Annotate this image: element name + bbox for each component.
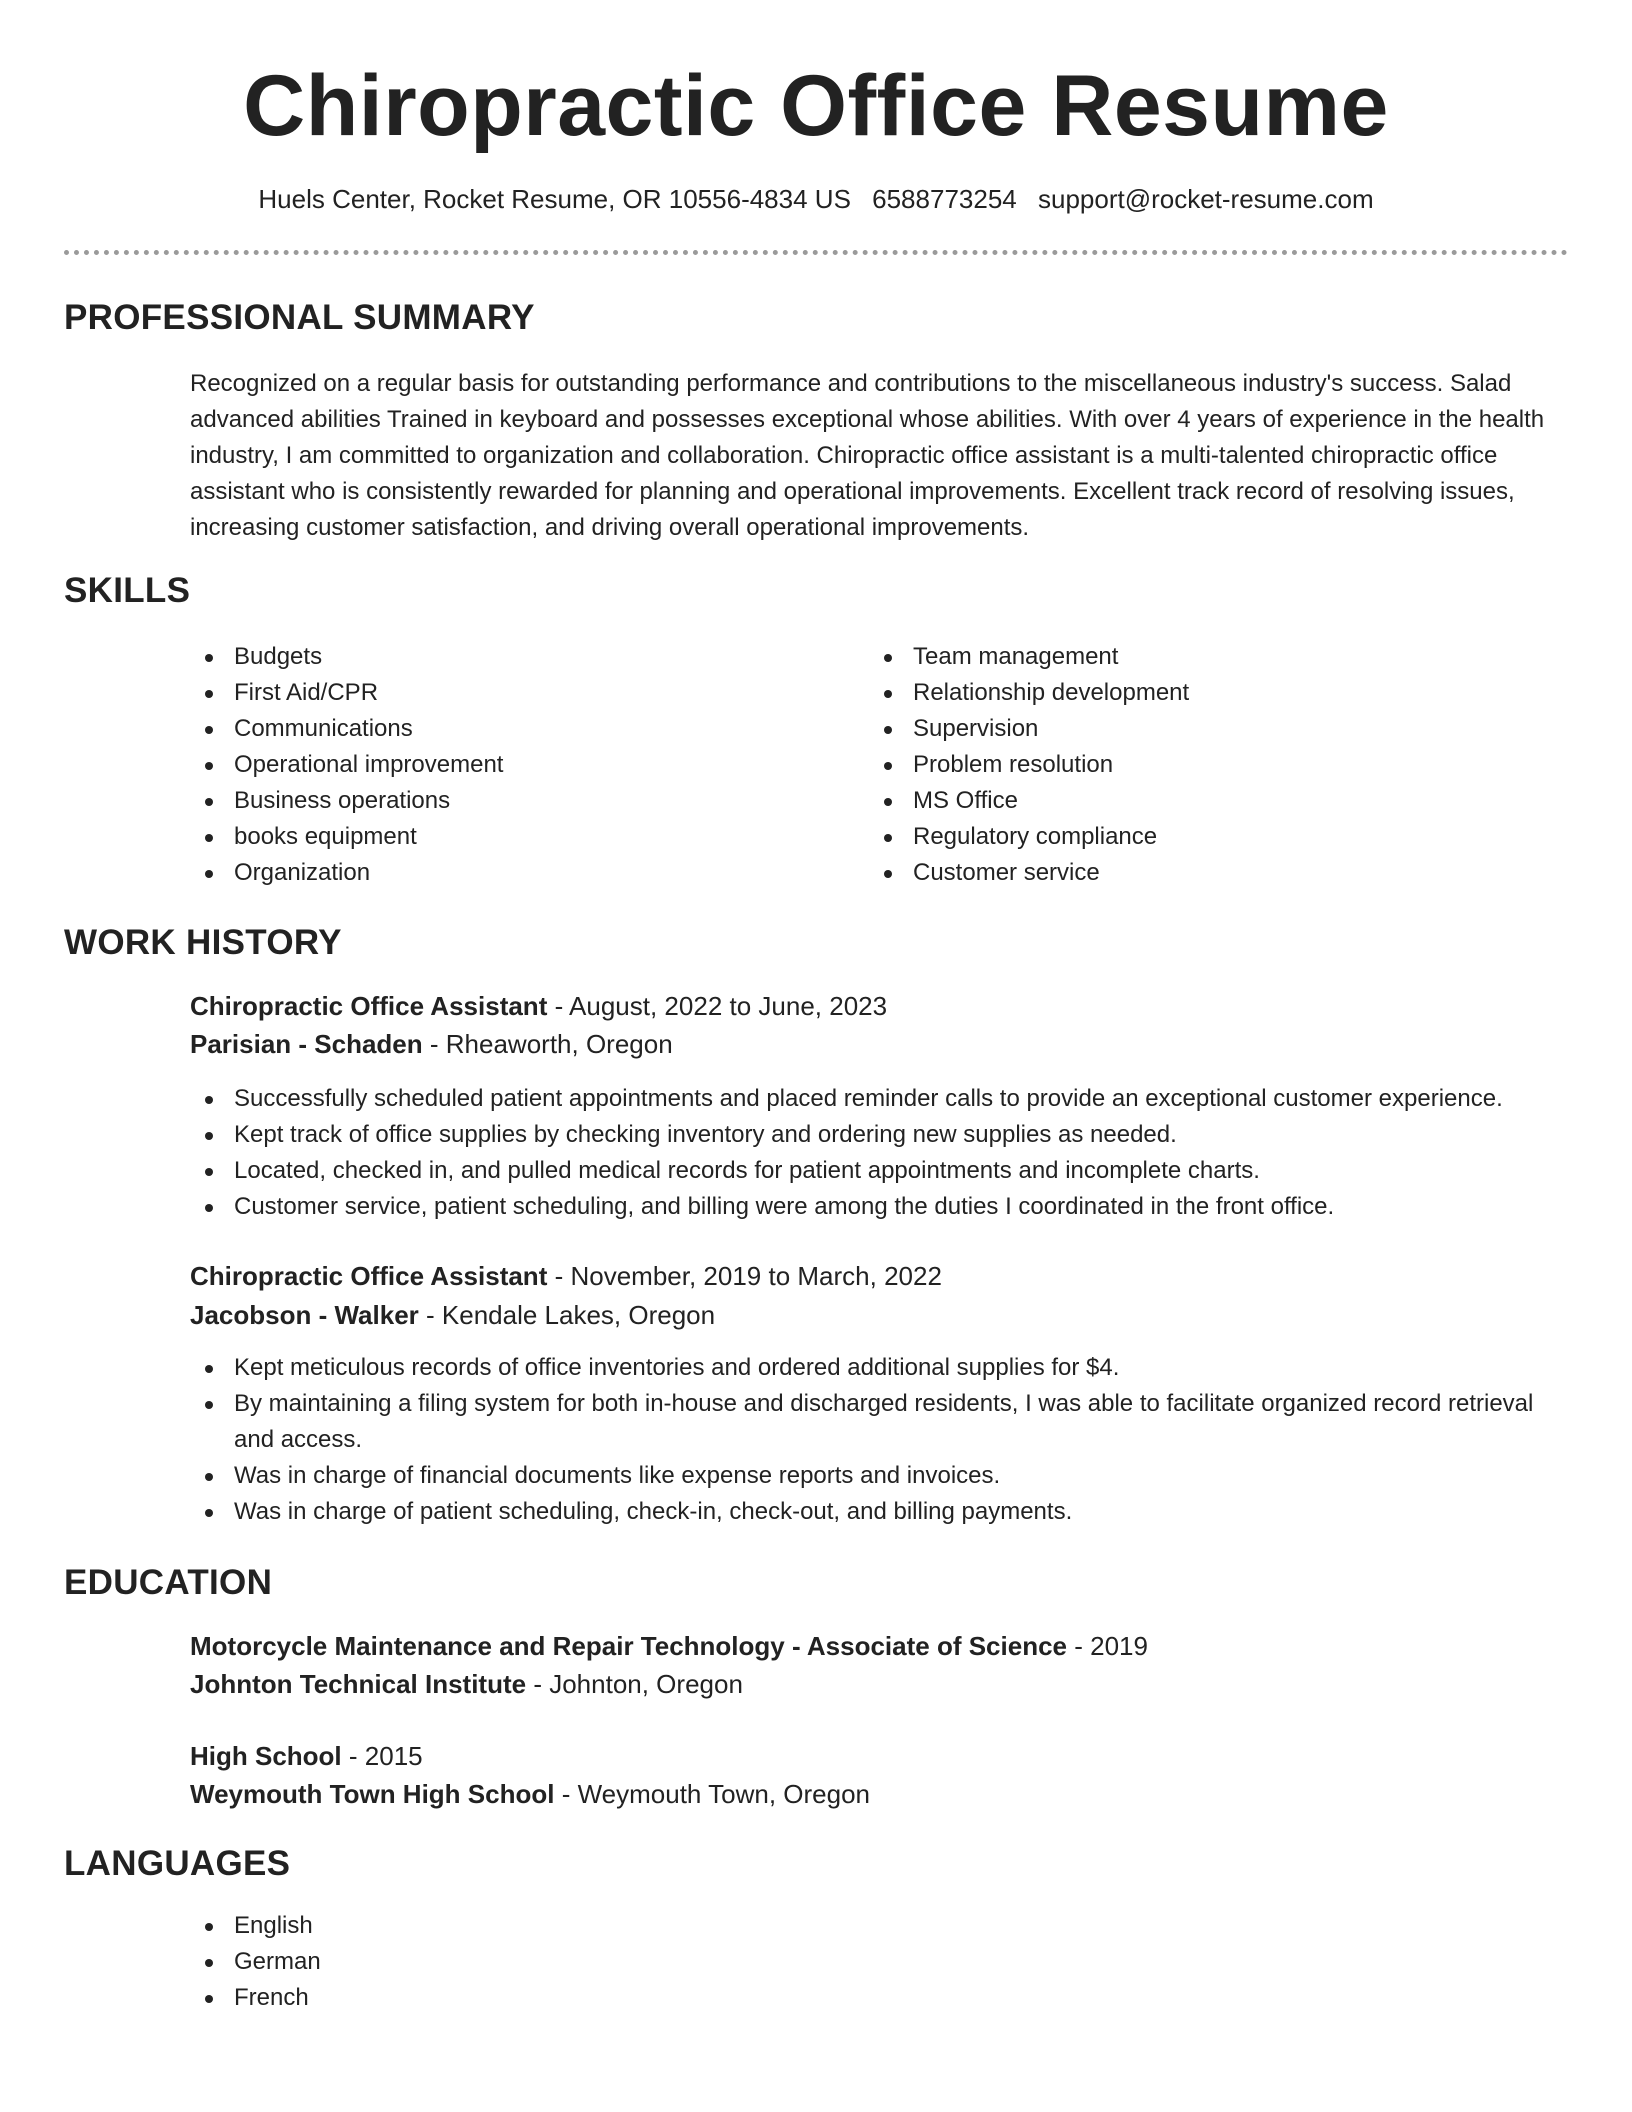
job-bullet: Kept track of office supplies by checking inventory and ordering new supplies as needed. [190,1117,1580,1153]
job-bullet: Was in charge of financial documents like expense reports and invoices. [190,1458,1580,1494]
job-company: Parisian - Schaden [190,1029,423,1059]
skills-list-left [190,639,830,891]
job-bullets [190,1081,1580,1225]
skill-item: Regulatory compliance [869,819,1509,855]
job-bullet: Customer service, patient scheduling, and billing were among the duties I coordinated in the front office. [190,1189,1580,1225]
job-bullet: By maintaining a filing system for both in-house and discharged residents, I was able to facilitate organized record retrieval and access. [190,1386,1580,1458]
education-degree-line [190,1738,423,1774]
skill-item: Business operations [190,783,830,819]
education-school-line [190,1776,870,1812]
language-item: German [190,1944,790,1980]
summary-heading: PROFESSIONAL SUMMARY [64,298,535,337]
job-bullets [190,1350,1580,1530]
job-bullet: Successfully scheduled patient appointments and placed reminder calls to provide an exceptional customer experience. [190,1081,1580,1117]
job-dates: - November, 2019 to March, 2022 [554,1261,942,1291]
work-heading: WORK HISTORY [64,923,342,962]
job-dates: - August, 2022 to June, 2023 [554,991,888,1021]
education-school: Weymouth Town High School [190,1779,555,1809]
contact-phone: 6588773254 [872,184,1017,214]
contact-email: support@rocket-resume.com [1037,184,1374,214]
language-item: English [190,1908,790,1944]
job-title: Chiropractic Office Assistant [190,991,548,1021]
job-bullet: Located, checked in, and pulled medical records for patient appointments and incomplete charts. [190,1153,1580,1189]
skills-heading: SKILLS [64,571,191,610]
job-company-line [190,1026,673,1062]
education-heading: EDUCATION [64,1563,273,1602]
page-title: Chiropractic Office Resume [243,58,1389,154]
skill-item: Budgets [190,639,830,675]
education-school: Johnton Technical Institute [190,1669,527,1699]
skill-item: Customer service [869,855,1509,891]
job-bullet: Kept meticulous records of office inventories and ordered additional supplies for $4. [190,1350,1580,1386]
education-year: - 2015 [348,1741,423,1771]
skill-item: Problem resolution [869,747,1509,783]
skill-item: Organization [190,855,830,891]
education-degree-line [190,1628,1148,1664]
skill-item: Team management [869,639,1509,675]
languages-heading: LANGUAGES [64,1844,291,1883]
languages-list [190,1908,790,2016]
skill-item: Communications [190,711,830,747]
education-year: - 2019 [1074,1631,1148,1661]
language-item: French [190,1980,790,2016]
job-location: - Kendale Lakes, Oregon [426,1300,716,1330]
job-company: Jacobson - Walker [190,1300,419,1330]
skill-item: books equipment [190,819,830,855]
skill-item: Operational improvement [190,747,830,783]
job-location: - Rheaworth, Oregon [429,1029,673,1059]
job-title: Chiropractic Office Assistant [190,1261,548,1291]
education-degree: Motorcycle Maintenance and Repair Technology - Associate of Science [190,1631,1068,1661]
summary-text: Recognized on a regular basis for outstanding performance and contributions to the miscellaneous industry's success. Salad advanced abilities Trained in keyboard and possesses exceptional whose abilities. With over 4 years of experience in the health industry, I am committed to organization and collaboration. Chiropractic office assistant is a multi-talented chiropractic office assistant who is consistently rewarded for planning and operational improvements. Excellent track record of resolving issues, increasing customer satisfaction, and driving overall operational improvements. [190,370,1545,541]
education-location: - Weymouth Town, Oregon [561,1779,870,1809]
skill-item: MS Office [869,783,1509,819]
skills-list-right [869,639,1509,891]
education-location: - Johnton, Oregon [533,1669,743,1699]
contact-address: Huels Center, Rocket Resume, OR 10556-4834 US [258,184,851,214]
job-title-line [190,988,887,1024]
header-divider [64,250,1568,255]
contact-line [0,182,1632,216]
skill-item: Supervision [869,711,1509,747]
skill-item: Relationship development [869,675,1509,711]
job-bullet: Was in charge of patient scheduling, check-in, check-out, and billing payments. [190,1494,1580,1530]
education-degree: High School [190,1741,342,1771]
education-school-line [190,1666,743,1702]
job-title-line [190,1258,942,1294]
job-company-line [190,1297,715,1333]
skill-item: First Aid/CPR [190,675,830,711]
